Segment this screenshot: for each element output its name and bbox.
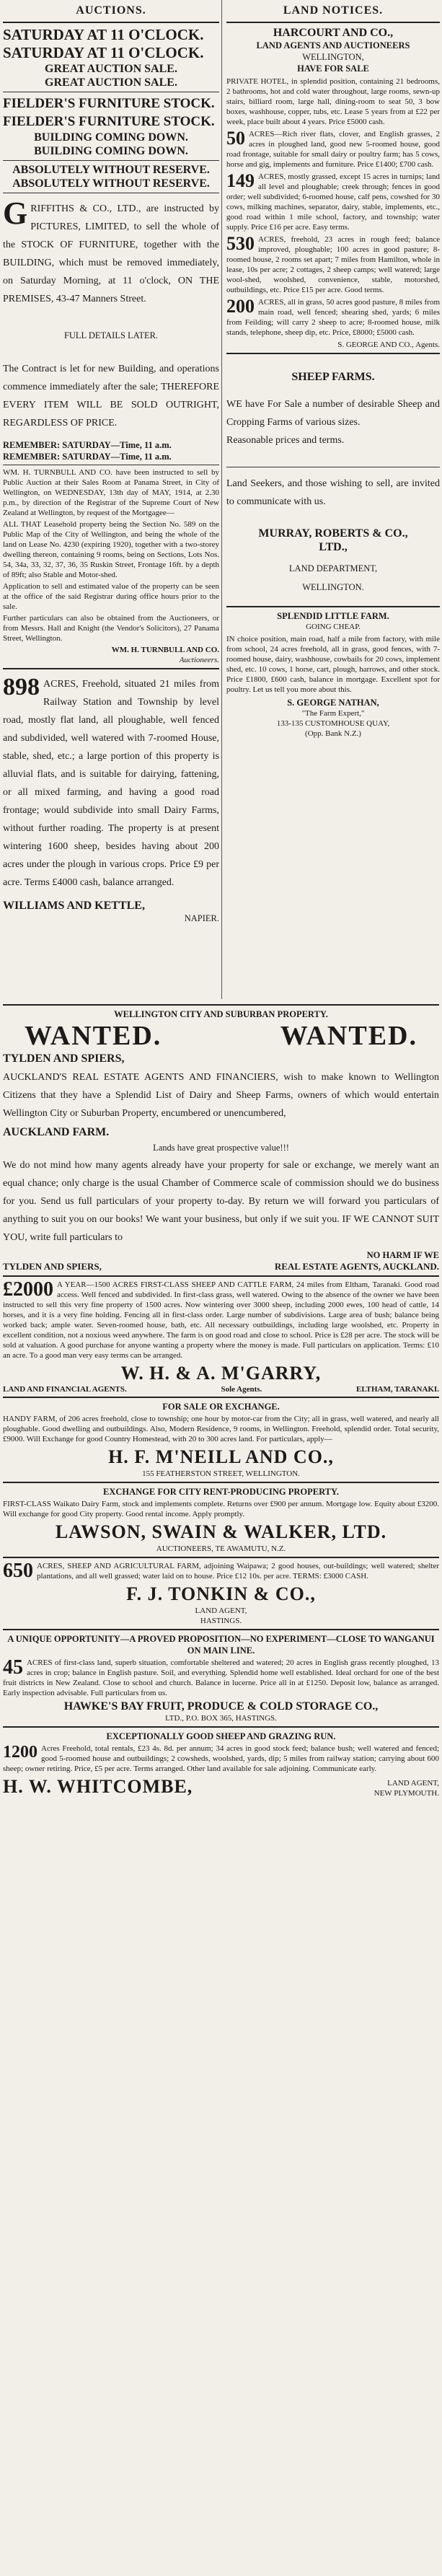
tylden-firm: TYLDEN AND SPIERS, — [3, 1052, 125, 1065]
tonkin-ad — [3, 1561, 439, 1626]
williams-acres-number: 898 — [3, 674, 40, 700]
griffiths-remember-1: REMEMBER: SATURDAY—Time, 11 a.m. — [3, 440, 172, 450]
no-harm: NO HARM IF WE — [366, 1250, 439, 1260]
williams-firm: WILLIAMS AND KETTLE, — [3, 900, 145, 912]
sat-line-3: GREAT AUCTION SALE. — [45, 63, 177, 75]
griffiths-full-details: FULL DETAILS LATER. — [63, 330, 159, 340]
turnbull-property: ALL THAT Leasehold property being the Section No. 589 on the Public Map of the City of Wellington, and being the whole of the land on Lease No. 4230 (expiring 1920), together with a two-storey dwelling thereon, containing 9 rooms, being on Sections, Lots Nos. 54, 34a, 33, 32, 37, 36, 35 Ruskin Street, Frontage 16ft. by a depth of 89ft; also Stable and Motor-shed. — [3, 520, 219, 579]
harcourt-have: HAVE FOR SALE — [297, 63, 369, 74]
griffiths-dropcap: G — [3, 195, 28, 231]
turnbull-role: Auctioneers. — [179, 656, 219, 664]
saturday-auction-ad — [3, 26, 219, 89]
hawkes-text: ACRES of first-class land, superb situation, comfortable sheltered and watered; 20 acres in English grass recently ploughed, 13 acres in crop; balance in English pasture. Soil, and everything. Splendid home well established. Ideal orchard for one of the best fruit districts in New Zealand. Close to school and church. Balance in lucerne. Price all in at £1250. Deposit low, balance as arranged. Early inspection advisable. Full particulars from us. — [3, 1658, 439, 1697]
hawkes-banner: A UNIQUE OPPORTUNITY—A PROVED PROPOSITION—NO EXPERIMENT—CLOSE TO WANGANUI ON MAIN LINE. — [7, 1634, 435, 1656]
wanted-right: WANTED. — [280, 1021, 417, 1051]
griffiths-intro: RIFFITHS & CO., LTD., are instructed by PICTURES, LIMITED, to sell the whole of the STOCK OF FURNITURE, together with the BUILDING, which must be removed immediately, on Saturday Morning, at 11 o'clock, ON THE PREMISES, 43-47 Manners Street. — [3, 203, 219, 304]
lower-section — [3, 1001, 439, 1798]
mcgarry-role: LAND AND FINANCIAL AGENTS. — [3, 1385, 127, 1394]
tylden-p2: We do not mind how many agents already have your property for sale or exchange, we merely want an equal chance; only charge is the usual Chamber of Commerce scale of commission should we do business for you. Send us full particulars of your property to-day. By return we will forward you particulars of anything to suit you on our books! We want your business, but only if we suit you. IF WE CANNOT SUIT YOU, write full particulars to — [3, 1160, 439, 1243]
splendid-sub: GOING CHEAP. — [306, 623, 361, 631]
murray-city: WELLINGTON. — [302, 582, 364, 592]
nathan-firm: S. GEORGE NATHAN, — [287, 698, 379, 708]
murray-role: LAND DEPARTMENT, — [288, 563, 378, 573]
lawson-role: AUCTIONEERS, TE AWAMUTU, N.Z. — [156, 1544, 286, 1553]
auctions-header: AUCTIONS. — [76, 4, 146, 17]
mcneill-address: 155 FEATHERSTON STREET, WELLINGTON. — [142, 1469, 300, 1478]
turnbull-intro: WM. H. TURNBULL AND CO. have been instructed to sell by Public Auction at their Sales Room at Panama Street, in City of Wellington, on WEDNESDAY, 13th day of MAY, 1914, at 2.30 p.m., by direction of the Registrar of the Supreme Court of New Zealand at Wellington, by request of the Mortgagee— — [3, 468, 219, 517]
column-divider — [221, 0, 222, 999]
nathan-sub: "The Farm Expert," — [301, 709, 365, 718]
auckland-farm: AUCKLAND FARM. — [3, 1126, 110, 1138]
fielder-line-3: BUILDING COMING DOWN. — [34, 131, 188, 144]
griffiths-remember-2: REMEMBER: SATURDAY—Time, 11 a.m. — [3, 452, 172, 462]
murray-ltd: LTD., — [319, 541, 348, 553]
harcourt-acres-530: ACRES, freehold, 23 acres in rough feed; balance improved, ploughable; 100 acres in good pasture; 8-roomed house, 2 rooms set apart; 7 miles from Hamilton, whole in lease, 10s per acre; 2 cottages, 2 sheep camps; well watered; large wool-shed, woolshed, convenience, stable, motorshed, outbuildings, etc. Price £15 per acre. Good terms. — [226, 235, 440, 294]
fielder-stock-ad — [3, 94, 219, 190]
nathan-opp: (Opp. Bank N.Z.) — [305, 729, 361, 738]
whitcombe-ad — [3, 1731, 439, 1798]
tylden-role-2: REAL ESTATE AGENTS, AUCKLAND. — [274, 1261, 439, 1272]
mcgarry-firm: W. H. & A. M'GARRY, — [120, 1363, 322, 1384]
mcneill-firm: H. F. M'NEILL AND CO., — [108, 1446, 334, 1467]
tonkin-role: LAND AGENT, — [195, 1606, 247, 1615]
harcourt-address: S. GEORGE AND CO., Agents. — [337, 340, 440, 349]
mcgarry-text: A YEAR—1500 ACRES FIRST-CLASS SHEEP AND CATTLE FARM, 24 miles from Eltham, Taranaki. Good road access. Well fenced and subdivided. In first-class grass, well watered. Owing to the absence of the owner we have been instructed to sell this very fine property of 1500 acres. Now wintering over 3000 sheep, including 2000 ewes, 100 head of cattle, 14 horses, and it is a very fine holding. Fencing all in first-class order. Large number of subdivisions. Large area of bush; balance being worked back; ample water. Seven-roomed house, bath, etc. All necessary outbuildings, including large woolshed, etc. Property in excellent condition, not a noxious weed anywhere. The farm is on good road and close to school. Price is £28 per acre. The stock will be sold at valuation. A good purchase for anyone wanting a property where the money is made. Full particulars on application. Terms: £10 an acre. To a good man very easy terms can be arranged. — [3, 1280, 439, 1360]
williams-text: ACRES, Freehold, situated 21 miles from Railway Station and Township by level road, mostly flat land, all ploughable, well fenced and subdivided, well watered with 7-roomed House, stable, shed, etc.; a large portion of this property is alluvial flats, and is suitable for dairying, fattening, or all mixed farming, and having a good road frontage; would subdivide into small Dairy Farms, without further roading. The property is at present wintering 1600 sheep, besides having about 200 acres under the plough in various crops. Price £9 per acre. Terms £4000 cash, balance arranged. — [3, 679, 219, 888]
land-notices-column — [226, 0, 440, 739]
lawson-ad — [3, 1486, 439, 1554]
tylden-firm-2: TYLDEN AND SPIERS, — [3, 1261, 102, 1272]
harcourt-acres-149: ACRES, mostly grassed, except 15 acres in turnips; land all level and ploughable; creek through; fences in good order; well subdivided; 6-roomed house, calf pens, cowshed for 30 cows, milking machines, separator, dairy, stable, implements, etc., good road within 1 mile school, factory, and township; water supply. Price £16 per acre. Easy terms. — [226, 172, 440, 232]
mcneill-text: HANDY FARM, of 206 acres freehold, close to township; one hour by motor-car from the City; all in grass, well watered, and nearly all ploughable. Good dwelling and outbuildings. Also, Modern Residence, 9 rooms, in Wellington. Freehold, splendid order. Total security, £9000. Will Exchange for good Country Homestead, with 20 to 300 acres land. For particulars, apply— — [3, 1415, 439, 1443]
lands-prospective: Lands have great prospective value!!! — [153, 1143, 289, 1153]
whitcombe-text: Acres Freehold, total rentals, £23 4s. 8d. per annum; 34 acres in good stock feed; balance bush; well watered and fenced; good 5-roomed house and outbuildings; 2 cowsheds, woolshed, yards, dip; 5 miles from railway station; carrying about 600 sheep; owner retiring. Price, £5 per acre. Terms arranged. Other land available for sale adjoining. Communicate early. — [3, 1744, 439, 1773]
sat-line-1: SATURDAY AT 11 O'CLOCK. — [3, 26, 204, 43]
fielder-line-2: FIELDER'S FURNITURE STOCK. — [3, 114, 215, 129]
griffiths-ad — [3, 195, 219, 462]
griffiths-contract: The Contract is let for new Building, and operations commence immediately after the sale; THEREFORE EVERY ITEM WILL BE SOLD OUTRIGHT, REGARDLESS OF PRICE. — [3, 364, 219, 428]
nathan-address: 133-135 CUSTOMHOUSE QUAY, — [276, 719, 390, 728]
mcneill-banner: FOR SALE OR EXCHANGE. — [162, 1402, 280, 1412]
harcourt-hotel: PRIVATE HOTEL, in splendid position, containing 21 bedrooms, 2 bathrooms, hot and cold water throughout, large rooms, sewn-up stairs, billiard room, large hall, dining-room to seat 50, 3 bow boxes, washhouse, copper, tubs, etc. Lease 5 years from at £22 per week, place built about 4 years. Price £5000 cash. — [226, 77, 440, 126]
turnbull-signature: WM. H. TURNBULL AND CO. — [111, 646, 219, 654]
hawkes-num: 45 — [3, 1656, 23, 1679]
fielder-line-4: BUILDING COMING DOWN. — [34, 145, 188, 157]
fielder-line-5: ABSOLUTELY WITHOUT RESERVE. — [12, 164, 210, 176]
sheep-farms-header: SHEEP FARMS. — [291, 371, 375, 383]
lawson-text: FIRST-CLASS Waikato Dairy Farm, stock and implements complete. Returns over £900 per annum. Mortgage low. Equity about £3200. Will exchange for good City property. Good rental income. Apply promptly. — [3, 1500, 439, 1518]
tonkin-text: ACRES, SHEEP AND AGRICULTURAL FARM, adjoining Waipawa; 2 good houses, out-buildings; well watered; shelter plantations, and all well grassed; water laid on to house. Price £12 10s. per acre. TERMS: £3000 CASH. — [37, 1562, 439, 1581]
tylden-body: AUCKLAND'S REAL ESTATE AGENTS AND FINANCIERS, wish to make known to Wellington Citizens that they have a Splendid List of Dairy and Sheep Farms, owners of which would entertain Wellington City or Suburban Property, encumbered or unencumbered, — [3, 1072, 439, 1119]
mcgarry-ad — [3, 1280, 439, 1394]
sheep-farms-seekers: Land Seekers, and those wishing to sell, are invited to communicate with us. — [226, 478, 440, 507]
wanted-left: WANTED. — [25, 1021, 162, 1051]
tonkin-town: HASTINGS. — [200, 1617, 242, 1625]
whitcombe-banner: EXCEPTIONALLY GOOD SHEEP AND GRAZING RUN. — [106, 1731, 336, 1741]
whitcombe-num: 1200 — [3, 1743, 37, 1762]
harcourt-city: WELLINGTON, — [302, 52, 364, 62]
harcourt-firm: HARCOURT AND CO., — [273, 27, 394, 39]
harcourt-acres-50: ACRES—Rich river flats, clover, and English grasses, 2 acres in ploughed land, good new 5-roomed house, good road frontage, suitable for small dairy or poultry farm; has 5 cows, horse and gig, implements and furniture. Price £1400; £700 cash. — [226, 130, 440, 169]
fielder-line-1: FIELDER'S FURNITURE STOCK. — [3, 96, 215, 111]
hawkes-role: LTD., P.O. BOX 365, HASTINGS. — [165, 1714, 277, 1723]
mcneill-ad — [3, 1401, 439, 1479]
splendid-header: SPLENDID LITTLE FARM. — [277, 611, 389, 621]
turnbull-particulars: Further particulars can also be obtained from the Auctioneers, or from Messrs. Hall and Knight (the Vendor's Solicitors), 27 Panama Street, Wellington. — [3, 614, 219, 643]
splendid-text: IN choice position, main road, half a mile from factory, with mile from school, 24 acres freehold, all in grass, good fences, with 7-roomed house, dairy, washhouse, cowbails for 20 cows, implement shed, etc. 10 cows, 1 horse, cart, plough, harrows, and other stock. Price £1800, £600 cash, balance in mortgage. Excellent spot for poultry. Let us tell you more about this. — [226, 635, 440, 694]
murray-firm: MURRAY, ROBERTS & CO., — [258, 527, 408, 540]
mcgarry-agents: Sole Agents. — [221, 1385, 262, 1394]
harcourt-ad: HARCOURT AND CO., LAND AGENTS AND AUCTIONEERS WELLINGTON, HAVE FOR SALE PRIVATE HOTEL, in splendid position, containing 21 bedrooms, 2 bathrooms, hot and cold water throughout, large rooms, sewn-up stairs, billiard room, large hall, dining-room to seat 50, 3 bow boxes, washhouse, copper, tubs, etc. Lease 5 years from at £22 per week, place built about 4 years. Price £5000 cash. 50 ACRES—Rich river flats, clover, and English grasses, 2 acres in ploughed land, good new 5-roomed house, good road frontage, suitable for small dairy or poultry farm; has 5 cows, horse and gig, implements and furniture. Price £1400; £700 cash. 149 ACRES, mostly grassed, except 15 acres in turnips; land all level and ploughable; creek through; fences in good order; well subdivided; 6-roomed house, calf pens, cowshed for 30 cows, milking machines, separator, dairy, stable, implements, etc., good road within 1 mile school, factory, and township; water supply. Price £16 per acre. Easy terms. 530 ACRES, freehold, 23 acres in rough feed; balance improved, ploughable; 100 acres in good pasture; 8-roomed house, 2 rooms set apart; 7 miles from Hamilton, whole in lease, 10s per acre; 2 cottages, 2 sheep camps; well watered; large wool-shed, woolshed, convenience, stable, motorshed, outbuildings, etc. Price £15 per acre. Good terms. 200 ACRES, all in grass, 50 acres good pasture, 8 miles from main road, well fenced; shearing shed, yards; 6 miles from Feilding; will carry 2 sheep to acre; 8-roomed house, milk stands, telephone, sheep dip, etc. Price, £8000; £5000 cash. S. GEORGE AND CO., Agents. — [226, 27, 440, 349]
turnbull-application: Application to sell and estimated value of the property can be seen at the office of the said Registrar during office hours prior to the sale. — [3, 582, 219, 611]
harcourt-acres-200: ACRES, all in grass, 50 acres good pasture, 8 miles from main road, well fenced; shearing shed, yards; 6 miles from Feilding; will carry 2 sheep to acre; 8-roomed house, milk stands, telephone, sheep dip, etc. Price, £8000; £5000 cash. — [226, 298, 440, 337]
sheep-farms-intro: WE have For Sale a number of desirable Sheep and Cropping Farms of various sizes. — [226, 399, 440, 428]
williams-town: NAPIER. — [184, 913, 219, 923]
lawson-firm: LAWSON, SWAIN & WALKER, LTD. — [55, 1521, 387, 1542]
hawkes-ad — [3, 1633, 439, 1723]
sat-line-4: GREAT AUCTION SALE. — [45, 76, 177, 89]
mcgarry-town: ELTHAM, TARANAKI. — [355, 1385, 439, 1394]
land-notices-header: LAND NOTICES. — [283, 4, 384, 17]
williams-kettle-ad — [3, 672, 219, 924]
harcourt-title: LAND AGENTS AND AUCTIONEERS — [256, 40, 410, 50]
sheep-farms-line2: Reasonable prices and terms. — [226, 435, 345, 446]
sat-line-2: SATURDAY AT 11 O'CLOCK. — [3, 44, 204, 61]
hawkes-firm: HAWKE'S BAY FRUIT, PRODUCE & COLD STORAGE CO., — [63, 1700, 379, 1713]
splendid-farm-ad — [226, 610, 440, 739]
sheep-farms-ad — [226, 357, 440, 603]
lawson-banner: EXCHANGE FOR CITY RENT-PRODUCING PROPERTY. — [102, 1487, 340, 1497]
wanted-banner: WELLINGTON CITY AND SUBURBAN PROPERTY. — [114, 1009, 328, 1019]
mcgarry-price: £2000 — [3, 1278, 53, 1301]
auctions-column — [3, 0, 219, 924]
tonkin-firm: F. J. TONKIN & CO., — [126, 1583, 316, 1604]
tonkin-num: 650 — [3, 1560, 33, 1582]
whitcombe-town: NEW PLYMOUTH. — [374, 1789, 439, 1798]
whitcombe-role: LAND AGENT, — [387, 1779, 439, 1788]
turnbull-ad — [3, 467, 219, 665]
fielder-line-6: ABSOLUTELY WITHOUT RESERVE. — [12, 177, 210, 190]
whitcombe-firm: H. W. WHITCOMBE, — [3, 1776, 193, 1797]
